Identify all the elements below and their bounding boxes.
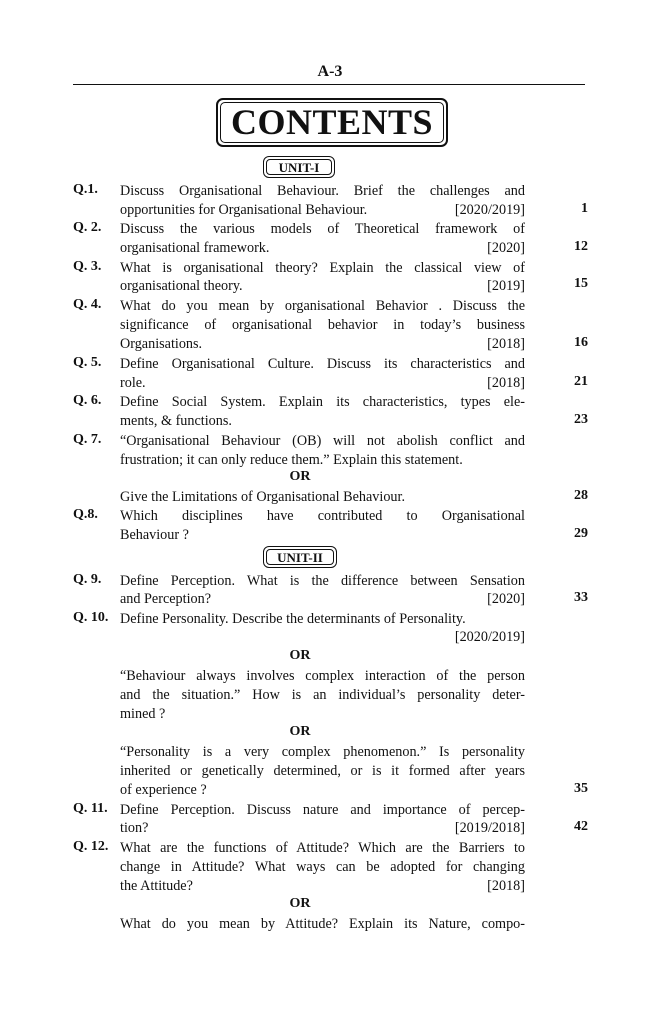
or-separator: OR (289, 724, 311, 739)
q12-alt-line: What do you mean by Attitude? Explain its Nature, compo- (120, 916, 525, 932)
q3-text: organisational theory. (120, 278, 243, 294)
q3-line-1: What is organisational theory? Explain the classical view of (120, 260, 525, 276)
q2-page: 12 (574, 239, 588, 254)
or-separator: OR (289, 469, 311, 484)
q5-line-2 (120, 374, 525, 392)
q9-text: and Perception? (120, 591, 211, 607)
q6-number: Q. 6. (73, 393, 102, 408)
q11-text: tion? (120, 820, 149, 836)
q3-page: 15 (574, 276, 588, 291)
q5-years: [2018] (487, 375, 525, 391)
q10-alt2-line-3: of experience ? (120, 782, 207, 798)
q1-text: opportunities for Organisational Behaviour. (120, 202, 368, 218)
q2-years: [2020] (487, 240, 525, 256)
q11-number: Q. 11. (73, 801, 108, 816)
q11-line-2 (120, 819, 525, 837)
q12-years: [2018] (487, 878, 525, 894)
header-rule (73, 84, 585, 85)
q10-line-1: Define Personality. Describe the determinants of Personality. (120, 611, 466, 627)
q1-number: Q.1. (73, 182, 98, 197)
q2-text: organisational framework. (120, 240, 270, 256)
q3-years: [2019] (487, 278, 525, 294)
unit-1-label: UNIT-I (263, 156, 335, 178)
q4-text: Organisations. (120, 336, 203, 352)
q5-line-1: Define Organisational Culture. Discuss its characteristics and (120, 356, 525, 372)
contents-title-box (216, 98, 448, 147)
q5-page: 21 (574, 374, 588, 389)
q10-alt1-line-2: and the situation.” How is an individual’s personality deter- (120, 687, 525, 703)
or-separator: OR (289, 896, 311, 911)
q10-alt2-line-2: inherited or genetically determined, or is it formed after years (120, 763, 525, 779)
q6-line-1: Define Social System. Explain its characteristics, types ele- (120, 394, 525, 410)
q9-page: 33 (574, 590, 588, 605)
q2-line-1: Discuss the various models of Theoretical framework of (120, 221, 525, 237)
q11-line-1: Define Perception. Discuss nature and importance of percep- (120, 802, 525, 818)
q7-line-2: frustration; it can only reduce them.” Explain this statement. (120, 452, 463, 468)
q12-text: the Attitude? (120, 878, 193, 894)
q3-number: Q. 3. (73, 259, 102, 274)
q10-alt1-line-1: “Behaviour always involves complex interaction of the person (120, 668, 525, 684)
q2-line-2 (120, 239, 525, 257)
q4-number: Q. 4. (73, 297, 102, 312)
q7-alt-line: Give the Limitations of Organisational Behaviour. (120, 489, 406, 505)
or-separator: OR (289, 648, 311, 663)
q12-line-2: change in Attitude? What ways can be adopted for changing (120, 859, 525, 875)
q10-number: Q. 10. (73, 610, 109, 625)
q9-number: Q. 9. (73, 572, 102, 587)
q8-line-1: Which disciplines have contributed to Organisational (120, 508, 525, 524)
q10-years: [2020/2019] (454, 629, 525, 645)
q5-text: role. (120, 375, 146, 391)
q8-page: 29 (574, 526, 588, 541)
q7-page: 28 (574, 488, 588, 503)
q1-line-2 (120, 201, 525, 219)
q1-years: [2020/2019] (454, 202, 525, 218)
q8-number: Q.8. (73, 507, 98, 522)
q5-number: Q. 5. (73, 355, 102, 370)
q7-line-1: “Organisational Behaviour (OB) will not abolish conflict and (120, 433, 525, 449)
q9-line-2 (120, 590, 525, 608)
q4-line-2: significance of organisational behavior in today’s business (120, 317, 525, 333)
q10-alt2-line-1: “Personality is a very complex phenomenon.” Is personality (120, 744, 525, 760)
q11-page: 42 (574, 819, 588, 834)
q9-years: [2020] (487, 591, 525, 607)
q10-alt1-line-3: mined ? (120, 706, 166, 722)
q7-number: Q. 7. (73, 432, 102, 447)
q4-years: [2018] (487, 336, 525, 352)
q4-page: 16 (574, 335, 588, 350)
q6-page: 23 (574, 412, 588, 427)
q11-years: [2019/2018] (454, 820, 525, 836)
q12-line-3 (120, 877, 525, 895)
page-title: CONTENTS (230, 102, 434, 142)
q12-number: Q. 12. (73, 839, 109, 854)
q1-page: 1 (581, 201, 588, 216)
q4-line-1: What do you mean by organisational Behavior . Discuss the (120, 298, 525, 314)
q4-line-3 (120, 335, 525, 353)
q12-line-1: What are the functions of Attitude? Which are the Barriers to (120, 840, 525, 856)
q8-line-2: Behaviour ? (120, 527, 189, 543)
q2-number: Q. 2. (73, 220, 102, 235)
q10-page: 35 (574, 781, 588, 796)
unit-2-label: UNIT-II (263, 546, 337, 568)
page-label: A-3 (317, 63, 343, 80)
q6-line-2: ments, & functions. (120, 413, 232, 429)
q3-line-2 (120, 277, 525, 295)
q9-line-1: Define Perception. What is the difference between Sensation (120, 573, 525, 589)
q1-line-1: Discuss Organisational Behaviour. Brief the challenges and (120, 183, 525, 199)
